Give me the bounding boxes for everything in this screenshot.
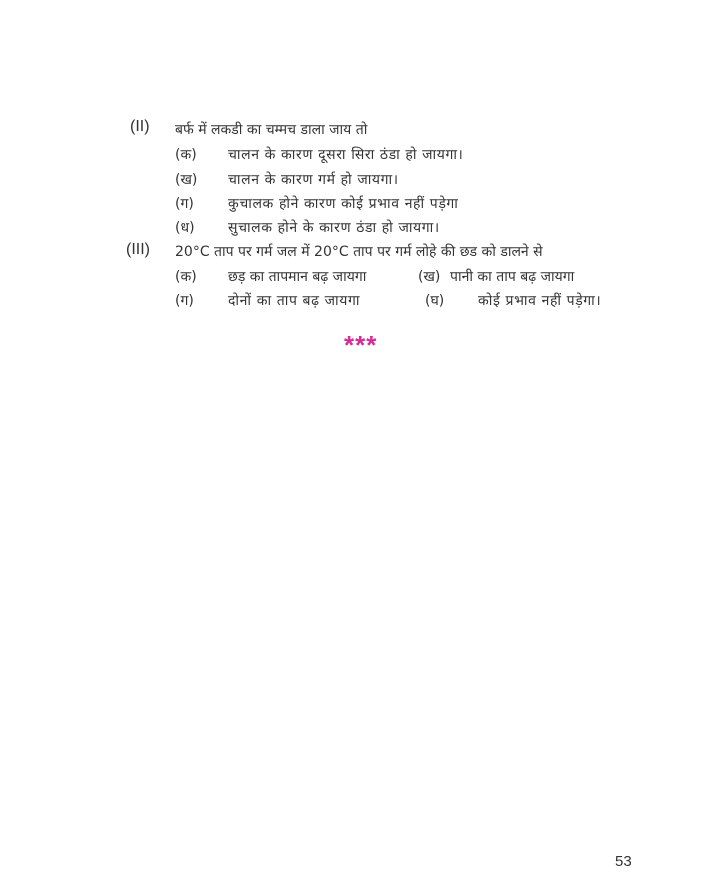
question-2-option-2-text: चालन के कारण गर्म हो जायगा। <box>228 172 399 188</box>
question-2-option-4-label: (ध) <box>175 220 195 236</box>
question-2-option-3-label: (ग) <box>175 196 194 212</box>
question-2-option-1-label: (क) <box>175 147 197 163</box>
question-2-option-4-text: सुचालक होने के कारण ठंडा हो जायगा। <box>228 220 440 236</box>
question-2-number: (II) <box>130 118 150 135</box>
question-3-option-2-text: पानी का ताप बढ़ जायगा <box>450 269 575 285</box>
question-2-option-1-text: चालन के कारण दूसरा सिरा ठंडा हो जायगा। <box>228 147 464 163</box>
question-3-number: (III) <box>126 241 150 258</box>
question-2-text: बर्फ में लकडी का चम्मच डाला जाय तो <box>175 122 368 138</box>
question-3-text: 20°C ताप पर गर्म जल में 20°C ताप पर गर्म लोहे की छड को डालने से <box>175 244 543 260</box>
question-3-option-4-text: कोई प्रभाव नहीं पड़ेगा। <box>478 293 602 309</box>
question-2-option-2-label: (ख) <box>175 172 198 188</box>
question-3-option-1-label: (क) <box>175 269 197 285</box>
question-3-option-4-label: (घ) <box>425 293 445 309</box>
question-3-option-1-text: छड़ का तापमान बढ़ जायगा <box>228 269 367 285</box>
section-separator-stars: *** <box>344 330 378 360</box>
page-number: 53 <box>615 853 632 870</box>
question-3-option-3-text: दोनों का ताप बढ़ जायगा <box>228 293 361 309</box>
question-3-option-2-label: (ख) <box>418 269 441 285</box>
question-2-option-3-text: कुचालक होने कारण कोई प्रभाव नहीं पड़ेगा <box>228 196 459 212</box>
question-3-option-3-label: (ग) <box>175 293 194 309</box>
